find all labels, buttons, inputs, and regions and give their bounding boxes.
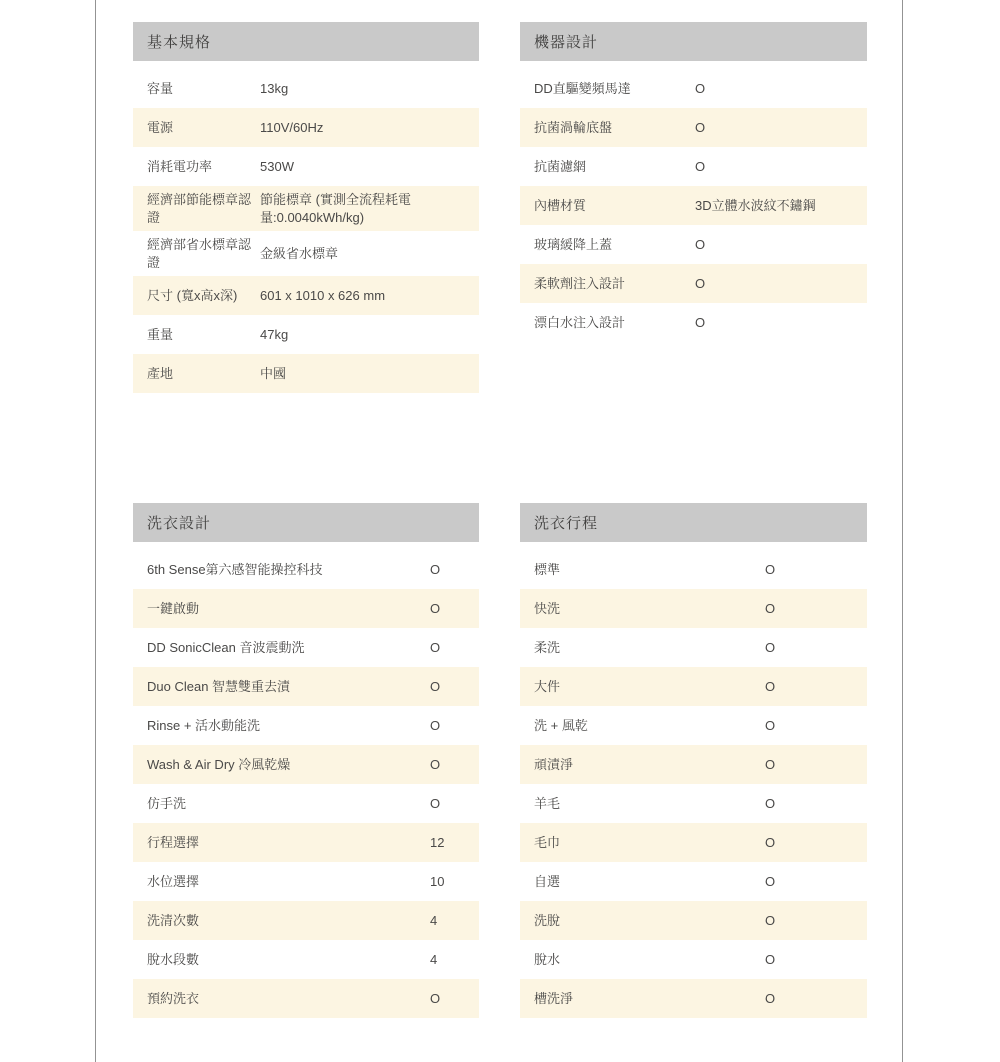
- spec-row: [133, 315, 479, 354]
- spec-row: [520, 69, 867, 108]
- spec-value: O: [430, 600, 441, 616]
- spec-value: 金級省水標章: [260, 245, 339, 261]
- spec-value: O: [695, 158, 706, 174]
- spec-value: O: [695, 80, 706, 96]
- spec-value: O: [430, 990, 441, 1006]
- spec-row: [133, 667, 479, 706]
- spec-value: 4: [430, 951, 438, 967]
- spec-value: O: [765, 561, 776, 577]
- table-title: 洗衣行程: [534, 515, 599, 532]
- spec-row: [133, 354, 479, 393]
- right-divider-line: [902, 0, 903, 1062]
- spec-value: O: [430, 795, 441, 811]
- spec-label: 毛巾: [534, 834, 561, 850]
- spec-row: [520, 147, 867, 186]
- spec-value: O: [695, 119, 706, 135]
- spec-value: 530W: [260, 158, 294, 174]
- spec-row: [133, 186, 479, 231]
- spec-row: [133, 862, 479, 901]
- spec-value: 節能標章 (實測全流程耗電量:0.0040kWh/kg): [260, 192, 411, 225]
- spec-label: Wash & Air Dry 冷風乾燥: [147, 756, 291, 772]
- spec-label: 抗菌渦輪底盤: [534, 119, 613, 135]
- spec-label: 漂白水注入設計: [534, 314, 626, 330]
- spec-row: [133, 550, 479, 589]
- spec-row: [520, 225, 867, 264]
- spec-label: DD直驅變頻馬達: [534, 80, 631, 96]
- spec-label: 內槽材質: [534, 197, 587, 213]
- spec-row: [133, 276, 479, 315]
- spec-value: O: [430, 561, 441, 577]
- table-title: 洗衣設計: [147, 515, 212, 532]
- spec-label: 重量: [147, 326, 174, 342]
- spec-label: 柔軟劑注入設計: [534, 275, 626, 291]
- spec-row: [133, 69, 479, 108]
- spec-row: [520, 979, 867, 1018]
- spec-label: 容量: [147, 80, 174, 96]
- spec-value: O: [765, 795, 776, 811]
- spec-label: 洗 + 風乾: [534, 717, 588, 733]
- spec-value: 4: [430, 912, 438, 928]
- spec-row: [520, 901, 867, 940]
- spec-label: 自選: [534, 873, 561, 889]
- spec-label: 洗清次數: [147, 912, 200, 928]
- spec-row: [520, 667, 867, 706]
- spec-label: Duo Clean 智慧雙重去漬: [147, 678, 291, 694]
- spec-label: Rinse + 活水動能洗: [147, 717, 261, 733]
- table-wash-programs: [520, 503, 867, 1018]
- spec-row: [520, 303, 867, 342]
- table-body: [520, 69, 867, 342]
- spec-value: O: [765, 717, 776, 733]
- spec-label: 脫水: [534, 951, 561, 967]
- table-header: [520, 22, 867, 61]
- spec-row: [520, 186, 867, 225]
- spec-value: O: [765, 912, 776, 928]
- table-wash-design: [133, 503, 479, 1018]
- spec-value: O: [765, 600, 776, 616]
- table-basic-specs: [133, 22, 479, 393]
- left-divider-line: [95, 0, 96, 1062]
- table-header: [133, 22, 479, 61]
- spec-label: 槽洗淨: [534, 990, 574, 1006]
- spec-label: 洗脫: [534, 912, 561, 928]
- spec-label: 經濟部省水標章認證: [147, 237, 252, 270]
- spec-row: [520, 550, 867, 589]
- spec-value: O: [765, 756, 776, 772]
- spec-value: 47kg: [260, 326, 289, 342]
- spec-label: 大件: [534, 678, 561, 694]
- spec-label: 玻璃緩降上蓋: [534, 236, 613, 252]
- spec-value: O: [765, 990, 776, 1006]
- spec-row: [520, 940, 867, 979]
- spec-label: 尺寸 (寬x高x深): [147, 287, 238, 303]
- spec-row: [520, 862, 867, 901]
- spec-row: [133, 745, 479, 784]
- spec-value: O: [430, 717, 441, 733]
- spec-value: 12: [430, 834, 445, 850]
- spec-label: 6th Sense第六感智能操控科技: [147, 561, 323, 577]
- spec-row: [133, 940, 479, 979]
- spec-value: O: [765, 834, 776, 850]
- table-body: [520, 550, 867, 1018]
- spec-row: [520, 589, 867, 628]
- spec-label: 仿手洗: [147, 795, 187, 811]
- spec-value: O: [695, 314, 706, 330]
- spec-row: [133, 901, 479, 940]
- spec-value: O: [765, 951, 776, 967]
- table-body: [133, 69, 479, 393]
- spec-row: [520, 628, 867, 667]
- spec-row: [133, 231, 479, 276]
- spec-value: 110V/60Hz: [260, 119, 324, 135]
- spec-value: O: [765, 678, 776, 694]
- table-header: [133, 503, 479, 542]
- spec-row: [520, 108, 867, 147]
- spec-label: 抗菌濾網: [534, 158, 587, 174]
- spec-label: 羊毛: [534, 795, 561, 811]
- spec-label: 柔洗: [534, 639, 561, 655]
- spec-row: [133, 589, 479, 628]
- table-title: 基本規格: [147, 34, 212, 51]
- spec-row: [133, 147, 479, 186]
- spec-row: [133, 979, 479, 1018]
- spec-value: O: [430, 639, 441, 655]
- spec-row: [133, 784, 479, 823]
- spec-row: [520, 823, 867, 862]
- spec-label: 脫水段數: [147, 951, 200, 967]
- spec-label: 預約洗衣: [147, 990, 200, 1006]
- spec-label: 水位選擇: [147, 873, 200, 889]
- spec-row: [520, 264, 867, 303]
- spec-row: [133, 706, 479, 745]
- spec-value: 3D立體水波紋不鏽鋼: [695, 197, 816, 213]
- spec-label: 標準: [534, 561, 561, 577]
- spec-label: 經濟部節能標章認證: [147, 192, 252, 225]
- spec-value: 中國: [260, 365, 287, 381]
- spec-label: 消耗電功率: [147, 158, 213, 174]
- spec-label: DD SonicClean 音波震動洗: [147, 639, 305, 655]
- spec-label: 一鍵啟動: [147, 600, 200, 616]
- spec-row: [520, 784, 867, 823]
- spec-label: 產地: [147, 365, 174, 381]
- spec-value: O: [765, 639, 776, 655]
- spec-label: 頑漬淨: [534, 756, 574, 772]
- spec-row: [133, 628, 479, 667]
- spec-label: 行程選擇: [147, 834, 200, 850]
- spec-value: O: [695, 236, 706, 252]
- spec-value: O: [430, 678, 441, 694]
- spec-label: 快洗: [534, 600, 561, 616]
- table-body: [133, 550, 479, 1018]
- spec-value: O: [765, 873, 776, 889]
- table-machine-design: [520, 22, 867, 342]
- spec-value: O: [695, 275, 706, 291]
- spec-value: O: [430, 756, 441, 772]
- spec-value: 10: [430, 873, 445, 889]
- spec-row: [520, 706, 867, 745]
- table-title: 機器設計: [534, 34, 599, 51]
- spec-row: [133, 108, 479, 147]
- spec-row: [133, 823, 479, 862]
- spec-value: 13kg: [260, 80, 289, 96]
- table-header: [520, 503, 867, 542]
- spec-row: [520, 745, 867, 784]
- spec-label: 電源: [147, 119, 174, 135]
- spec-value: 601 x 1010 x 626 mm: [260, 287, 386, 303]
